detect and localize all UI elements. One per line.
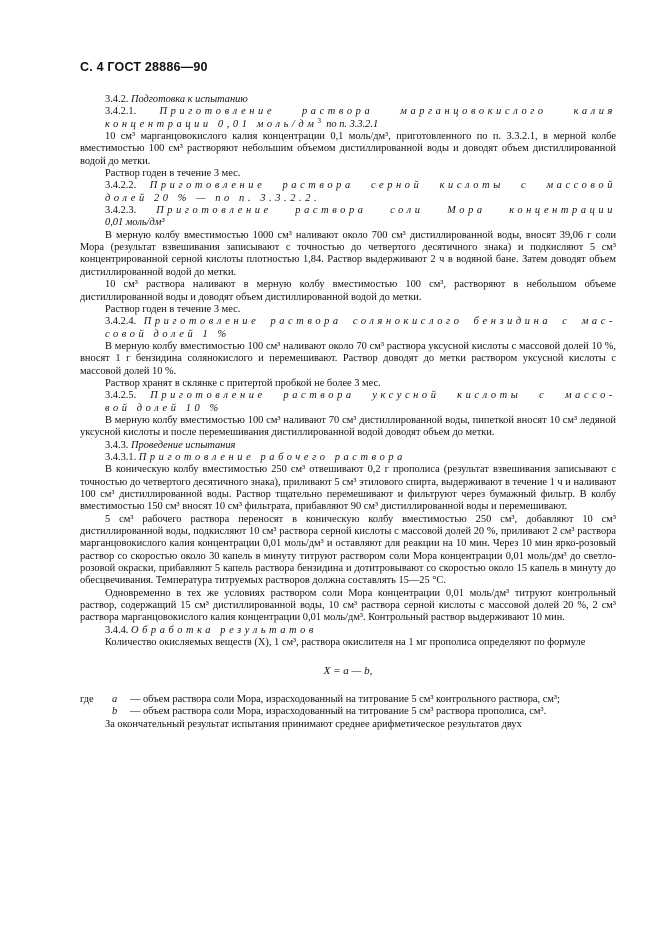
paragraph: В мерную колбу вместимостью 1000 см³ наливают около 700 см³ дистиллированной воды, вносят 39,06 г соли Мора (результат взвешивания записывают с точностью до четвертого десятичного знака) и подкисляют 5 см³ концентрированной серной кислоты плотностью 1,84. Раствор выдерживают 2 ч в водяной бане. Затем доводят объем дистиллированной водой до метки. [80,229,616,278]
paragraph: В мерную колбу вместимостью 100 см³ наливают около 70 см³ раствора уксусной кислоты с массовой долей 10 %, вносят 1 г бензидина солянокислого и перемешивают. Раствор доводят до метки раствором уксусной кислоты с массовой долей 10 %. [80,340,616,377]
section-3-4-2-3: 3.4.2.3. Приготовление раствора соли Мора концентрации [105,205,616,217]
legend-b: b — объем раствора соли Мора, израсходованный на титрование 5 см³ раствора прополиса, см³. [112,706,547,718]
section-3-4-4: 3.4.4. Обработка результатов [105,624,318,636]
paragraph: Раствор годен в течение 3 мес. [105,168,241,180]
section-3-4-2-4: 3.4.2.4. Приготовление раствора солянокислого бензидина с мас- [105,316,616,328]
section-3-4-2-5-cont: вой долей 10 % [105,402,222,414]
paragraph: 10 см³ раствора наливают в мерную колбу вместимостью 100 см³, растворяют в небольшом объеме дистиллированной воды и доводят объем дистиллированной водой до метки. [80,279,616,303]
paragraph: В мерную колбу вместимостью 100 см³ наливают 70 см³ дистиллированной воды, пипеткой вносят 10 см³ ледяной уксусной кислоты и после перемешивания дистиллированной водой доводят объем до метки. [80,414,616,439]
document-body [80,94,616,731]
paragraph: Раствор хранят в склянке с притертой пробкой не более 3 мес. [105,377,381,389]
page-header: С. 4 ГОСТ 28886—90 [80,60,208,74]
section-3-4-2-2-cont: долей 20 % — по п. 3.3.2.2. [105,192,321,204]
paragraph: Раствор годен в течение 3 мес. [105,303,241,315]
section-3-4-2-2: 3.4.2.2. Приготовление раствора серной кислоты с массовой [105,180,616,192]
formula: X = a — b, [323,665,373,678]
paragraph: За окончательный результат испытания принимают среднее арифметическое результатов двух [105,718,522,730]
section-3-4-2-1-cont: концентрации 0,01 моль/$дм^3$ по п. 3.3.2.1 [105,116,379,130]
paragraph: В коническую колбу вместимостью 250 см³ отвешивают 0,2 г прополиса (результат взвешивания записывают с точностью до четвертого десятичного знака), приливают 5 см³ этилового спирта, выдерживают в течение 1 ч и наливают 100 см³ дистиллированной воды. Раствор тщательно перемешивают и фильтруют через бумажный фильтр. В колбу вместимостью 150 см³ вносят 10 см³ фильтрата, прибавляют 90 см³ дистиллированной воды и перемешивают. [80,464,616,513]
section-3-4-2: 3.4.2. Подготовка к испытанию [105,94,248,105]
section-3-4-2-3-cont: 0,01 моль/дм³ [105,217,165,229]
paragraph: Одновременно в тех же условиях раствором соли Мора концентрации 0,01 моль/дм³ титруют контрольный раствор, содержащий 15 см³ дистиллированной воды, 10 см³ раствора серной кислоты с массовой долей 20 %, 2 см³ раствора марганцовокислого калия концентрации 0,01 моль/дм³. Контрольный раствор выдерживают 10 мин. [80,587,616,624]
section-3-4-3: 3.4.3. Проведение испытания [105,439,236,451]
section-3-4-3-1: 3.4.3.1. Приготовление рабочего раствора [105,451,406,463]
section-3-4-2-5: 3.4.2.5. Приготовление раствора уксусной кислоты с массо- [105,390,616,402]
legend-a: где a — объем раствора соли Мора, израсходованный на титрование 5 см³ контрольного раствора, см³; [80,693,560,705]
paragraph: Количество окисляемых веществ (X), 1 см³, раствора окислителя на 1 мг прополиса определяют по формуле [105,637,586,649]
section-3-4-2-4-cont: совой долей 1 % [105,328,230,340]
paragraph: 10 см³ марганцовокислого калия концентрации 0,1 моль/дм³, приготовленного по п. 3.3.2.1, в мерной колбе вместимостью 100 см³ растворяют небольшим объемом дистиллированной воды и доводят объем дистиллированной водой до метки. [80,131,616,167]
section-3-4-2-1: 3.4.2.1. Приготовление раствора марганцовокислого калия [105,106,616,118]
paragraph: 5 см³ рабочего раствора переносят в коническую колбу вместимостью 250 см³, добавляют 10 см³ дистиллированной воды, подкисляют 10 см³ раствора серной кислоты с массовой долей 20 %, приливают 2 см³ раствора марганцовокислого калия концентрации 0,01 моль/дм³ и оставляют для реакции на 10 мин. Через 10 мин ярко-розовый раствор со скоростью около 30 капель в минуту титруют раствором соли Мора концентрации 0,01 моль/дм³ до светло-розовой окраски, прибавляют 5 капель раствора бензидина и дотитровывают со скоростью около 15 капель в минуту до обесцвечивания. Температура титруемых растворов должна составлять 15—25 °С. [80,513,616,587]
